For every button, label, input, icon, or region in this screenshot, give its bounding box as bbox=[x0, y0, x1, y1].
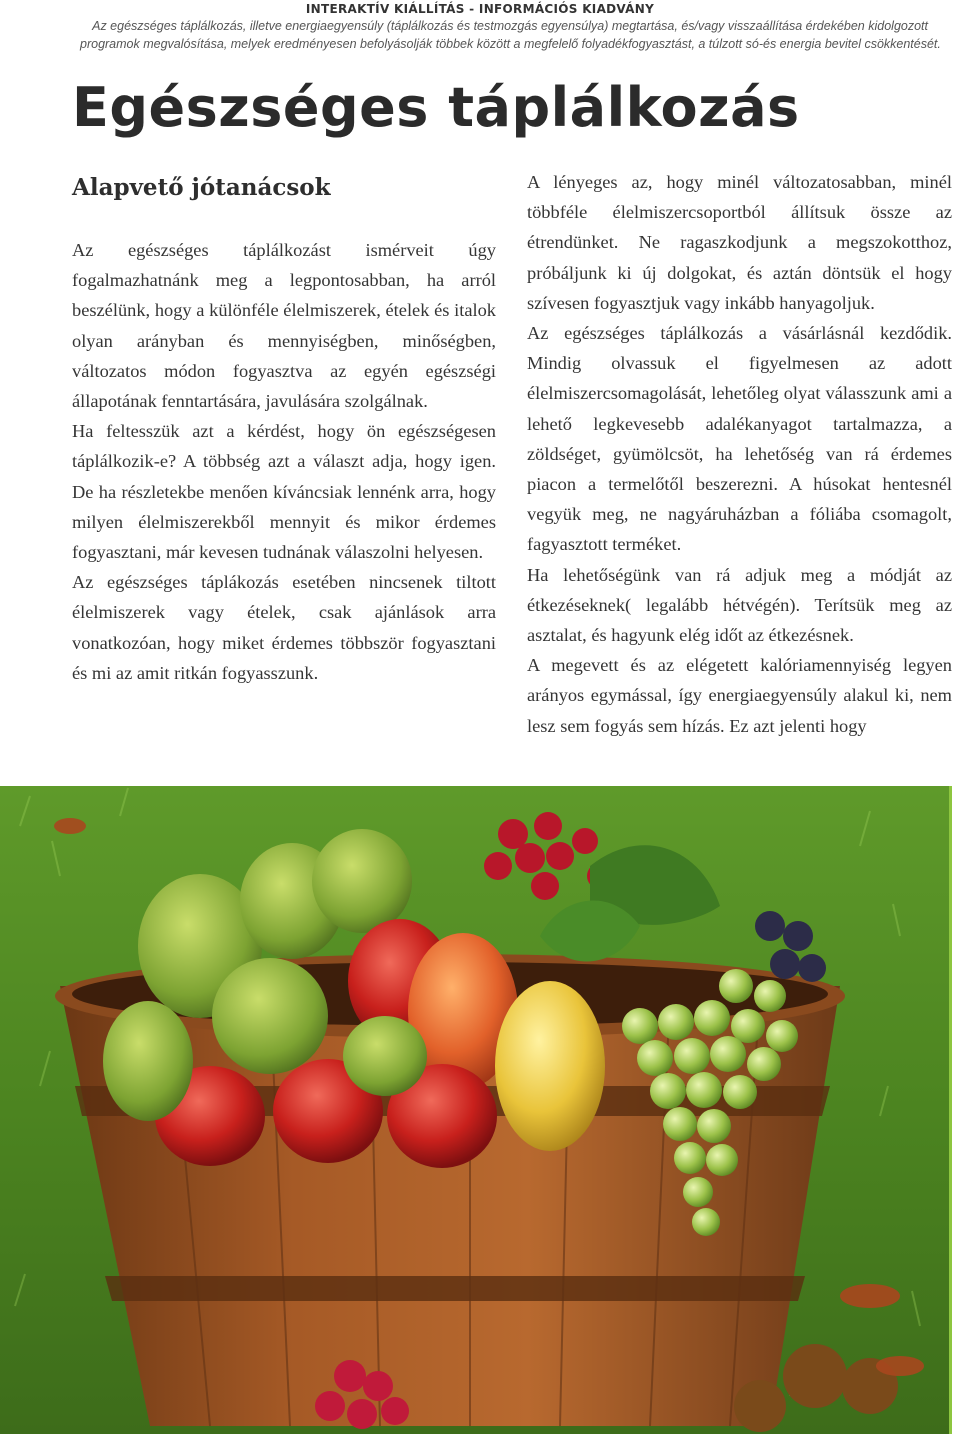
right-paragraph-3: Ha lehetőségünk van rá adjuk meg a módját az étkezéseknek( legalább hétvégén). Terítsük meg az asztalat, és hagyunk elég időt az étkezésnek. bbox=[527, 564, 952, 646]
left-paragraph-3: Az egészséges táplákozás esetében nincsenek tiltott élelmiszerek vagy ételek, csak ajánlások arra vonatkozóan, hogy miket érdemes többször fogyasztani és mi az amit ritkán fogyasszunk. bbox=[72, 572, 496, 683]
right-paragraph-2: Az egészséges táplálkozás a vásárlásnál kezdődik. Mindig olvassuk el figyelmesen az adott élelmiszercsomagolását, lehetőleg olyat válasszunk ami a lehető legkevesebb adalékanyagot tartalmazza, a zöldséget, gyümölcsöt, ha lehetőség van rá érdemes piacon a termelőtől beszerezni. A húsokat hentesnél vegyük meg, ne nagyáruházban a fóliába csomagolt, fagyasztott terméket. bbox=[527, 323, 952, 555]
fruit-basket-illustration bbox=[0, 786, 949, 1434]
header-intro-line-1: Az egészséges táplálkozás, illetve energiaegyensúly (táplálkozás és testmozgás egyensúlya) megtartása, és/vagy visszaállítása érdekében kidolgozott bbox=[92, 19, 928, 33]
section-title: Alapvető jótanácsok bbox=[72, 174, 331, 201]
header-intro-line-2: programok megvalósítása, melyek eredményesen befolyásolják többek között a megfelelő folyadékfogyasztást, a túlzott só-és energia bevitel csökkentését. bbox=[80, 37, 941, 51]
left-column bbox=[72, 235, 496, 688]
left-paragraph-1: Az egészséges táplálkozást ismérveit úgy fogalmazhatnánk meg a legpontosabban, ha arról beszélünk, hogy a különféle élelmiszerek, ételek és italok olyan arányban és mennyiségben, minőségben, változatos módon fogyasztva az egyén egészségi állapotának fenntartására, javulására szolgálnak. bbox=[72, 240, 496, 412]
right-paragraph-1: A lényeges az, hogy minél változatosabban, minél többféle élelmiszercsoportból állítsuk össze az étrendünket. Ne ragaszkodjunk a megszokotthoz, próbáljunk ki új dolgokat, és aztán döntsük el hogy szívesen fogyasztjuk vagy inkább hanyagoljuk. bbox=[527, 172, 952, 313]
right-paragraph-4: A megevett és az elégetett kalóriamennyiség legyen arányos egymással, így energiaegyensúly alakul ki, nem lesz sem fogyás sem hízás. Ez azt jelenti hogy bbox=[527, 655, 952, 736]
left-paragraph-2: Ha feltesszük azt a kérdést, hogy ön egészségesen táplálkozik-e? A többség azt a választ adja, hogy igen. De ha részletekbe menően kíváncsiak lennénk arra, hogy milyen élelmiszerekből mennyit és mikor érdemes fogyasztani, már kevesen tudnának válaszolni helyesen. bbox=[72, 421, 496, 563]
fruit-basket-photo bbox=[0, 786, 952, 1434]
right-column bbox=[527, 167, 952, 741]
page-title: Egészséges táplálkozás bbox=[72, 76, 800, 139]
header-kicker: INTERAKTÍV KIÁLLÍTÁS - INFORMÁCIÓS KIADVÁNY bbox=[305, 2, 655, 16]
header-intro bbox=[40, 17, 960, 53]
